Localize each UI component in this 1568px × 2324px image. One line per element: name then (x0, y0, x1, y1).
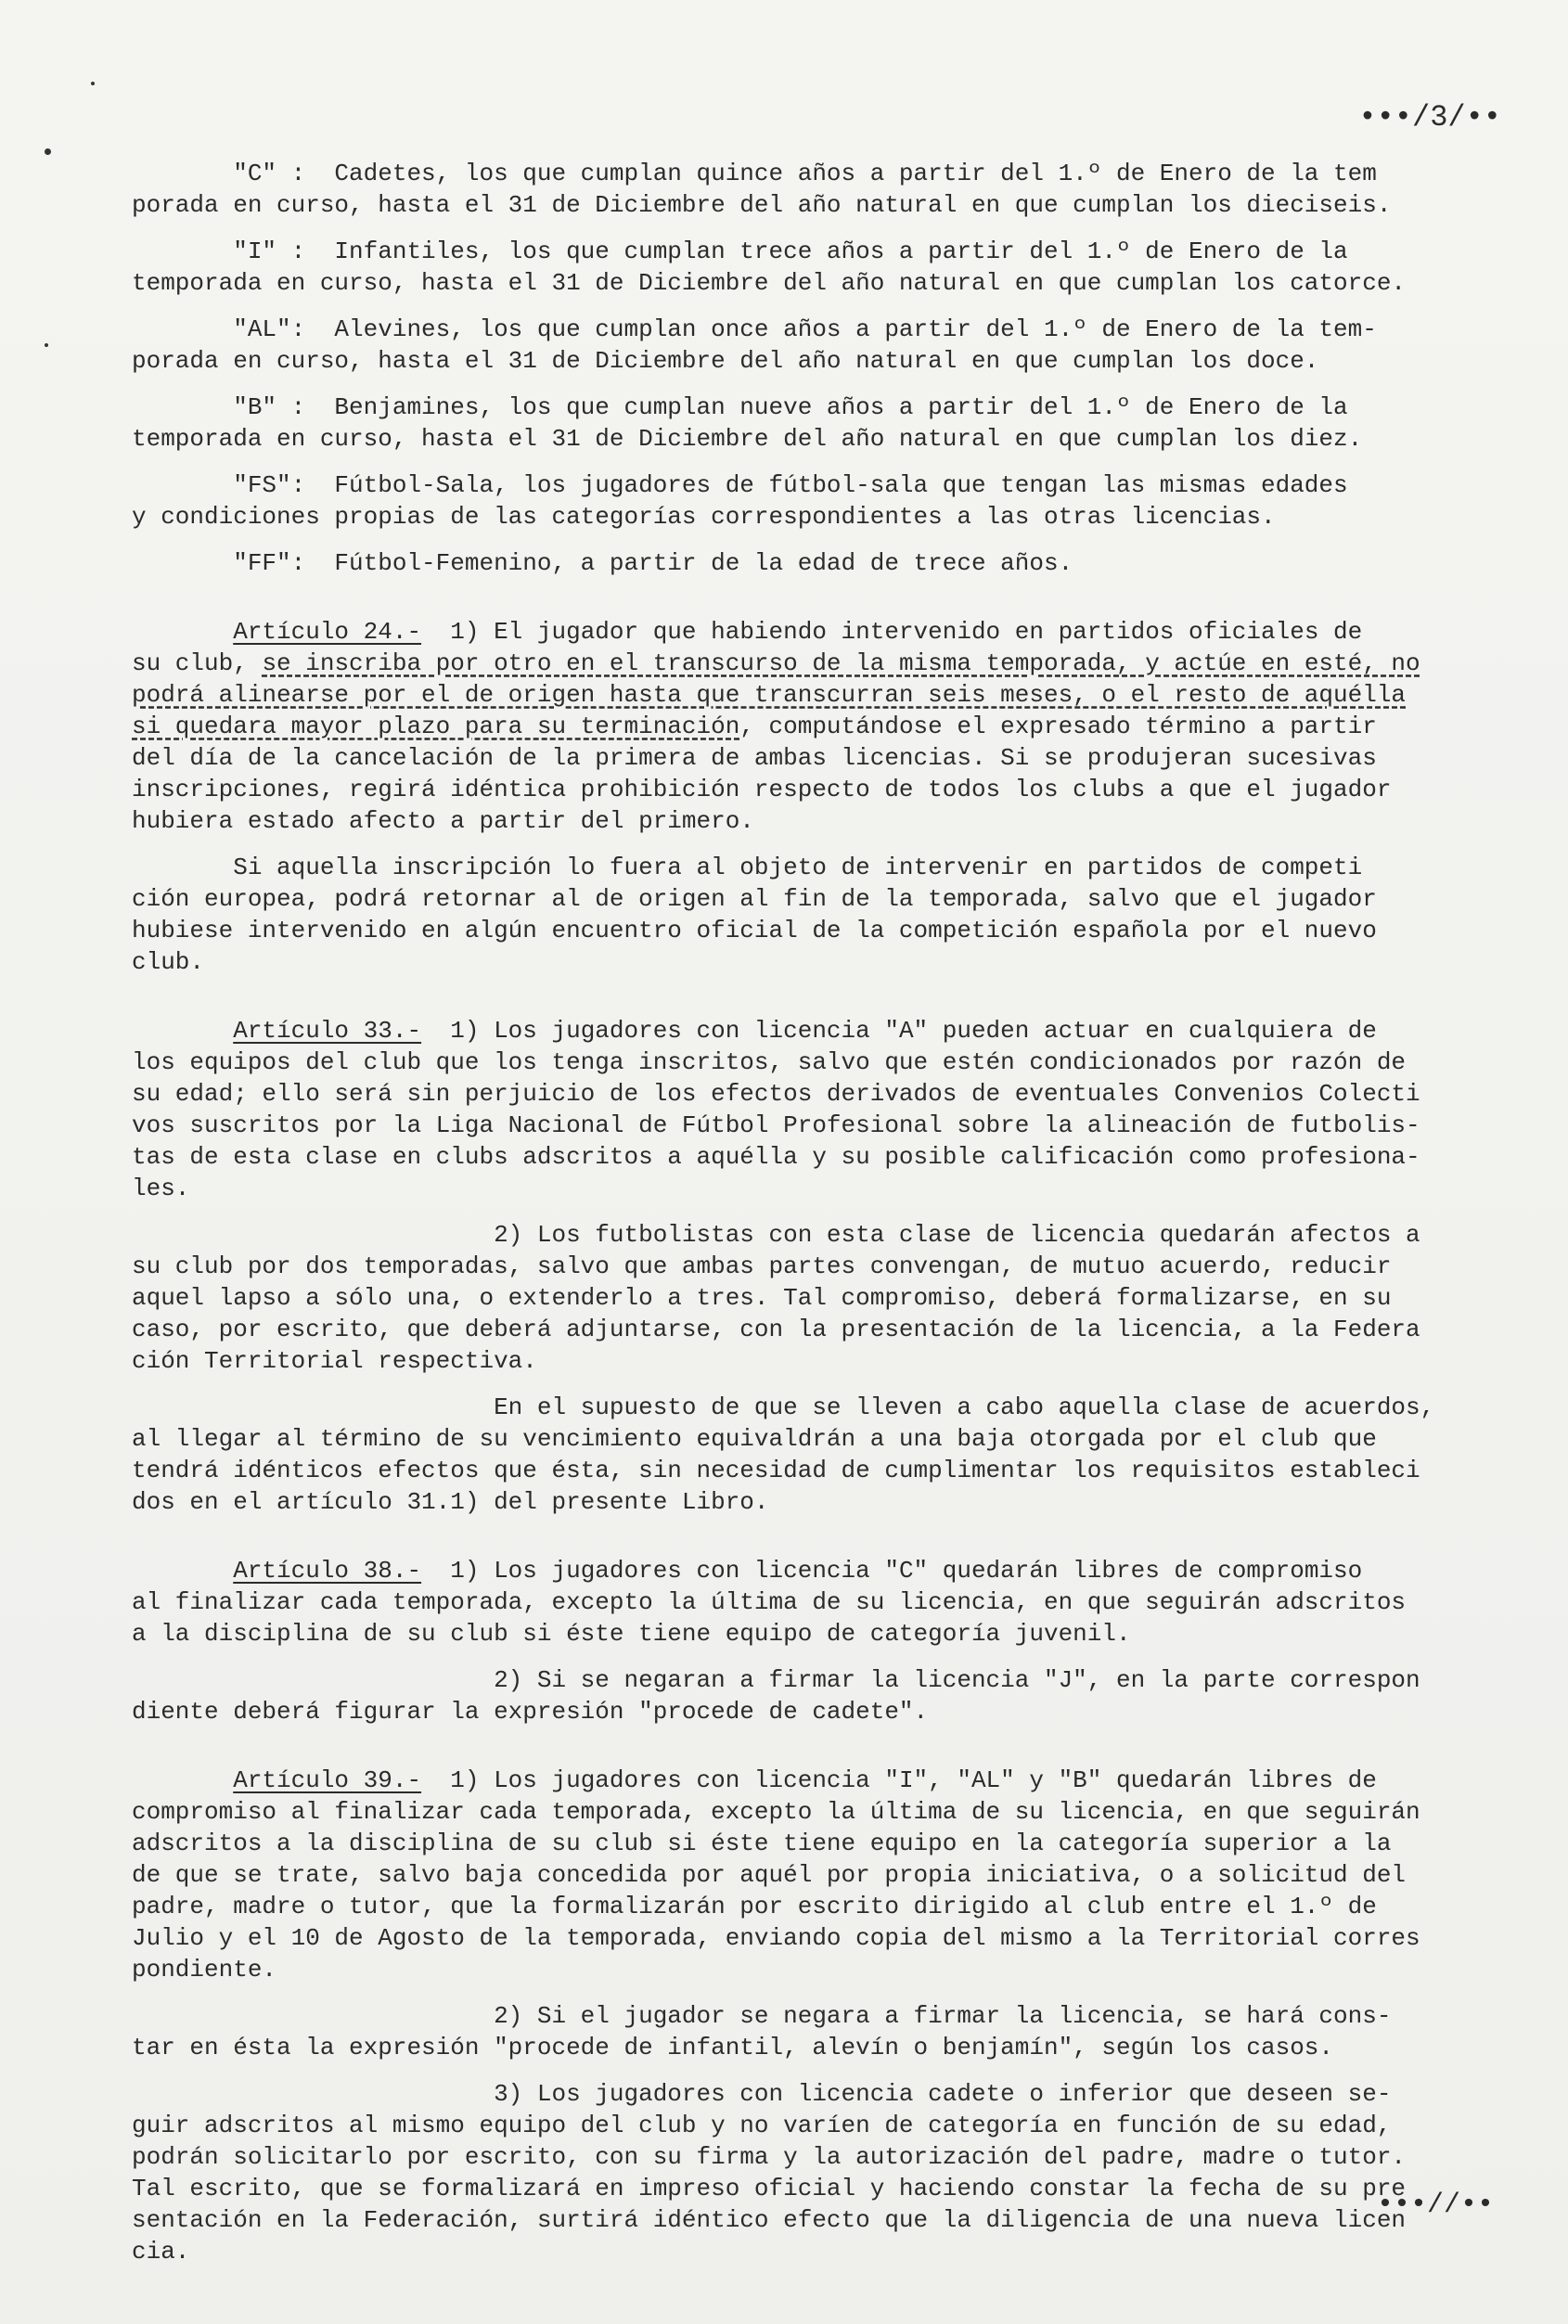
text-line (132, 679, 1510, 711)
text-line (132, 711, 1510, 742)
category-cadetes (132, 158, 1510, 221)
text-line: dos en el artículo 31.1) del presente Libro. (132, 1488, 769, 1516)
text-line: "I" : Infantiles, los que cumplan trece años a partir del 1.º de Enero de la (132, 238, 1348, 265)
text-line: compromiso al finalizar cada temporada, excepto la última de su licencia, en que seguirán (132, 1798, 1420, 1826)
article-heading: Artículo 33.- (233, 1017, 422, 1045)
text-line: temporada en curso, hasta el 31 de Diciembre del año natural en que cumplan los diez. (132, 425, 1363, 453)
scan-speck (45, 148, 51, 155)
article-39 (132, 1765, 1510, 2267)
document-body (132, 158, 1510, 2267)
text-line: inscripciones, regirá idéntica prohibición respecto de todos los clubs a que el jugador (132, 776, 1392, 803)
scan-speck (91, 82, 95, 85)
text-line: su club por dos temporadas, salvo que ambas partes convengan, de mutuo acuerdo, reducir (132, 1252, 1392, 1280)
text-line: 3) Los jugadores con licencia cadete o inferior que deseen se- (132, 2080, 1392, 2108)
text-line: les. (132, 1175, 190, 1202)
text-line: al llegar al término de su vencimiento equivaldrán a una baja otorgada por el club que (132, 1425, 1377, 1453)
text-line: diente deberá figurar la expresión "procede de cadete". (132, 1698, 929, 1726)
text-line: al finalizar cada temporada, excepto la última de su licencia, en que seguirán adscritos (132, 1588, 1407, 1616)
text-line: 2) Los futbolistas con esta clase de licencia quedarán afectos a (132, 1221, 1420, 1249)
text-line: "FF": Fútbol-Femenino, a partir de la edad de trece años. (132, 549, 1073, 577)
category-benjamines (132, 392, 1510, 455)
underlined-text: podrá alinearse por el de origen hasta que transcurran seis meses, o el resto de aquélla (132, 681, 1407, 709)
continuation-marker: •••//•• (1376, 2189, 1494, 2221)
text-line: Tal escrito, que se formalizará en impreso oficial y haciendo constar la fecha de su pre (132, 2175, 1407, 2202)
text-line: ción Territorial respectiva. (132, 1347, 537, 1375)
category-alevines (132, 314, 1510, 377)
text-line: temporada en curso, hasta el 31 de Diciembre del año natural en que cumplan los catorce. (132, 269, 1407, 297)
text-line: club. (132, 948, 205, 976)
text-line: podrán solicitarlo por escrito, con su firma y la autorización del padre, madre o tutor. (132, 2143, 1407, 2171)
text-line: su edad; ello será sin perjuicio de los efectos derivados de eventuales Convenios Colecti (132, 1080, 1420, 1108)
category-infantiles (132, 236, 1510, 299)
text-span: 1) Los jugadores con licencia "C" quedarán libres de compromiso (421, 1557, 1363, 1585)
text-line: tas de esta clase en clubs adscritos a aquélla y su posible calificación como profesiona- (132, 1143, 1420, 1171)
text-line: de que se trate, salvo baja concedida por aquél por propia iniciativa, o a solicitud del (132, 1861, 1407, 1889)
text-line: tendrá idénticos efectos que ésta, sin necesidad de cumplimentar los requisitos estableci (132, 1457, 1420, 1484)
text-line: "C" : Cadetes, los que cumplan quince años a partir del 1.º de Enero de la tem (132, 160, 1377, 187)
text-line: 2) Si se negaran a firmar la licencia "J", en la parte correspon (132, 1666, 1420, 1694)
text-line (132, 1765, 1510, 1796)
text-span: , computándose el expresado término a partir (739, 713, 1377, 740)
category-futbol-sala (132, 469, 1510, 533)
article-heading: Artículo 39.- (233, 1766, 422, 1794)
text-line: Julio y el 10 de Agosto de la temporada, enviando copia del mismo a la Territorial corres (132, 1924, 1420, 1952)
text-line: Si aquella inscripción lo fuera al objeto de intervenir en partidos de competi (132, 854, 1363, 881)
text-line: vos suscritos por la Liga Nacional de Fútbol Profesional sobre la alineación de futbolis- (132, 1111, 1420, 1139)
text-line: "B" : Benjamines, los que cumplan nueve años a partir del 1.º de Enero de la (132, 393, 1348, 421)
underlined-text: si quedara mayor plazo para su terminación (132, 713, 740, 740)
text-span: 1) Los jugadores con licencia "I", "AL" y "B" quedarán libres de (421, 1766, 1377, 1794)
text-line (132, 1555, 1510, 1586)
text-line: porada en curso, hasta el 31 de Diciembre del año natural en que cumplan los dieciseis. (132, 191, 1392, 219)
text-line (132, 616, 1510, 648)
text-line: "AL": Alevines, los que cumplan once años a partir del 1.º de Enero de la tem- (132, 315, 1377, 343)
article-38 (132, 1555, 1510, 1727)
text-line: los equipos del club que los tenga inscritos, salvo que estén condicionados por razón de (132, 1048, 1407, 1076)
article-33 (132, 1015, 1510, 1518)
text-line: caso, por escrito, que deberá adjuntarse, con la presentación de la licencia, a la Federa (132, 1316, 1420, 1343)
text-span: 1) Los jugadores con licencia "A" pueden actuar en cualquiera de (421, 1017, 1377, 1045)
text-line: En el supuesto de que se lleven a cabo aquella clase de acuerdos, (132, 1393, 1435, 1421)
article-24 (132, 616, 1510, 978)
text-line: 2) Si el jugador se negara a firmar la licencia, se hará cons- (132, 2002, 1392, 2030)
article-heading: Artículo 38.- (233, 1557, 422, 1585)
text-line: del día de la cancelación de la primera de ambas licencias. Si se produjeran sucesivas (132, 744, 1377, 772)
text-line: ción europea, podrá retornar al de origen al fin de la temporada, salvo que el jugador (132, 885, 1377, 913)
text-line: guir adscritos al mismo equipo del club y no varíen de categoría en función de su edad, (132, 2112, 1392, 2139)
article-heading: Artículo 24.- (233, 618, 422, 646)
page-number-marker: •••/3/•• (1358, 100, 1501, 135)
text-line: aquel lapso a sólo una, o extenderlo a tres. Tal compromiso, deberá formalizarse, en su (132, 1284, 1392, 1312)
text-line: cia. (132, 2238, 190, 2266)
text-line: hubiera estado afecto a partir del primero. (132, 807, 754, 835)
text-line: sentación en la Federación, surtirá idéntico efecto que la diligencia de una nueva licen (132, 2206, 1407, 2234)
text-span: su club, (132, 649, 263, 677)
text-span: 1) El jugador que habiendo intervenido en partidos oficiales de (421, 618, 1363, 646)
text-line (132, 1015, 1510, 1046)
scan-speck (45, 343, 48, 347)
text-line: hubiese intervenido en algún encuentro oficial de la competición española por el nuevo (132, 917, 1377, 944)
category-futbol-femenino (132, 547, 1510, 579)
text-line: y condiciones propias de las categorías correspondientes a las otras licencias. (132, 503, 1276, 531)
text-line: pondiente. (132, 1956, 277, 1984)
text-line: a la disciplina de su club si éste tiene equipo de categoría juvenil. (132, 1620, 1131, 1648)
underlined-text: se inscriba por otro en el transcurso de la misma temporada, y actúe en esté, no (262, 649, 1420, 677)
text-line (132, 648, 1510, 679)
text-line: "FS": Fútbol-Sala, los jugadores de fútbol-sala que tengan las mismas edades (132, 471, 1348, 499)
text-line: adscritos a la disciplina de su club si éste tiene equipo en la categoría superior a la (132, 1830, 1392, 1857)
text-line: porada en curso, hasta el 31 de Diciembre del año natural en que cumplan los doce. (132, 347, 1319, 375)
text-line: padre, madre o tutor, que la formalizarán por escrito dirigido al club entre el 1.º de (132, 1893, 1377, 1920)
text-line: tar en ésta la expresión "procede de infantil, alevín o benjamín", según los casos. (132, 2034, 1334, 2061)
